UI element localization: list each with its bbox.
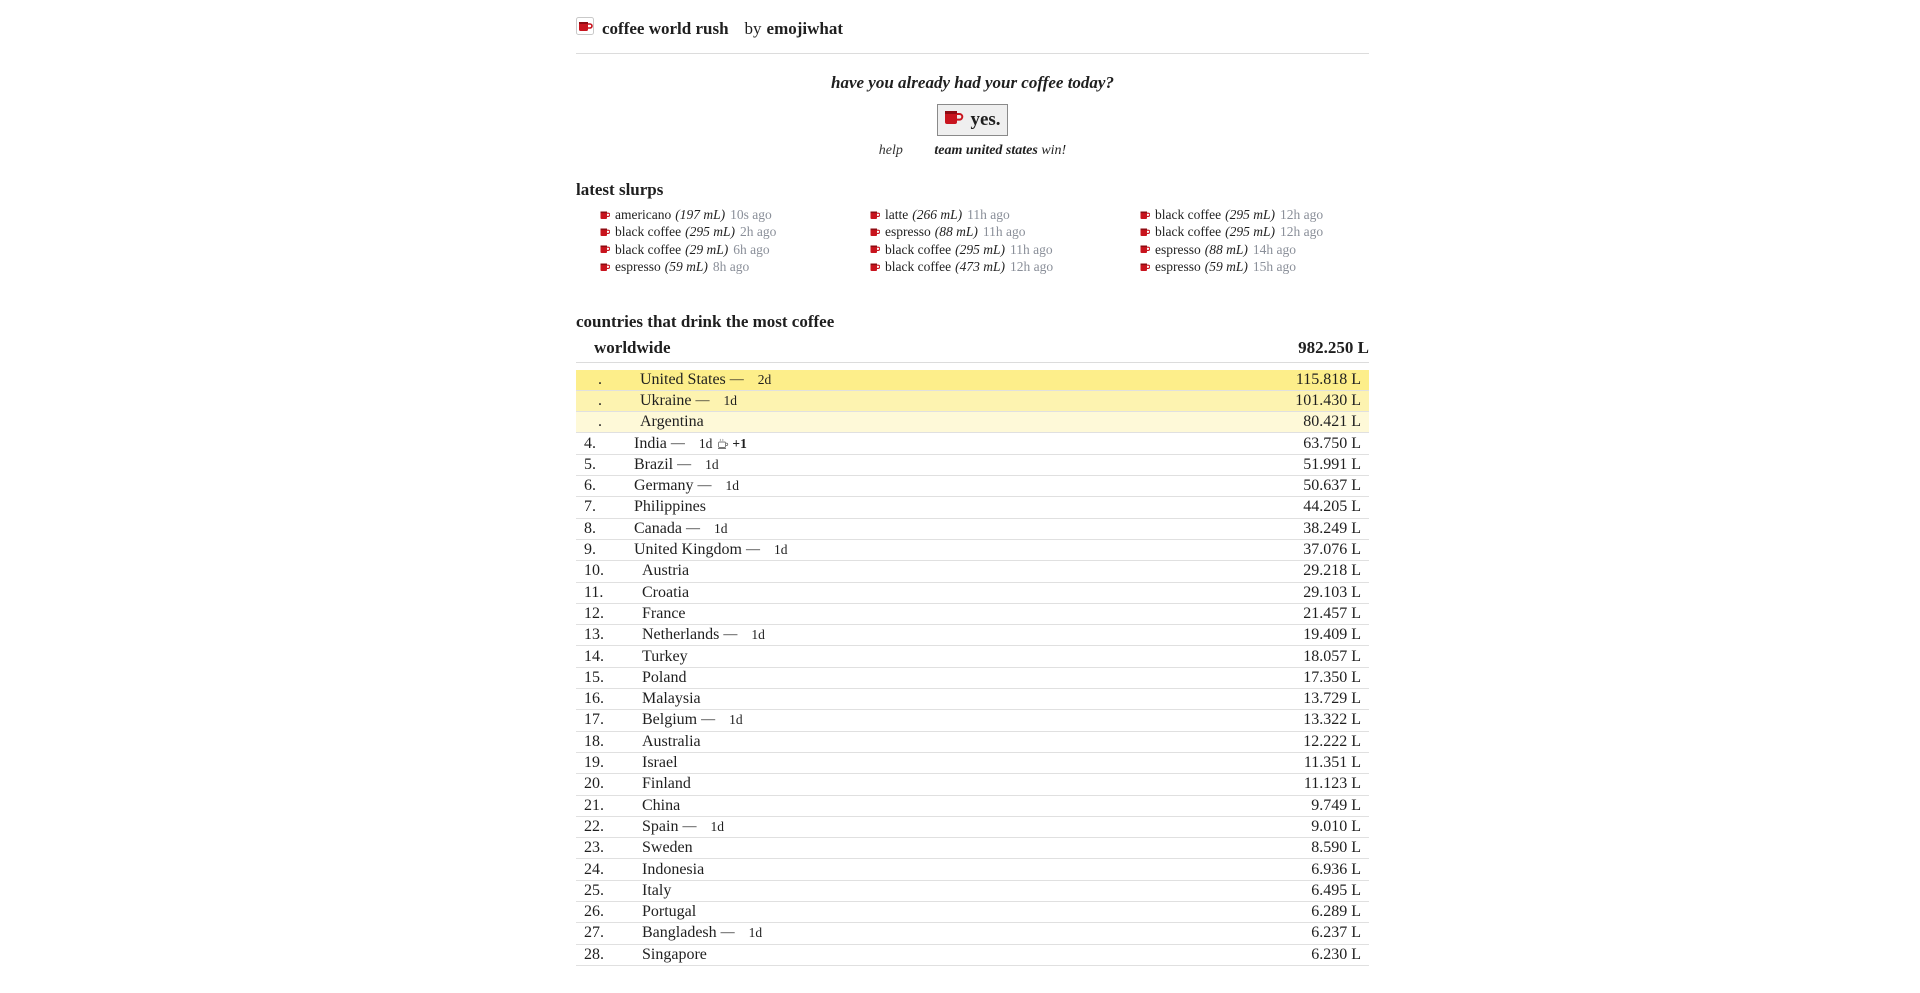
- streak-days: 1d: [713, 520, 728, 536]
- latest-slurps-list: [576, 206, 1369, 276]
- coffee-cup-icon: [870, 244, 880, 254]
- coffee-cup-icon: [1140, 227, 1150, 237]
- slurp-volume: (295 mL): [1225, 224, 1275, 240]
- country-name-wrap: [634, 498, 1249, 516]
- country-name-wrap: [634, 562, 1249, 580]
- country-liters: 18.057 L: [1303, 647, 1361, 665]
- country-row[interactable]: [576, 391, 1369, 412]
- country-row[interactable]: [576, 412, 1369, 433]
- country-liters: 17.350 L: [1303, 668, 1361, 686]
- country-row[interactable]: [576, 583, 1369, 604]
- streak-dash: —: [720, 925, 735, 941]
- country-row[interactable]: [576, 838, 1369, 859]
- streak-days: 1d: [710, 818, 724, 834]
- country-liters: 38.249 L: [1303, 519, 1361, 537]
- slurp-volume: (59 mL): [1204, 259, 1248, 275]
- site-header: [576, 0, 1369, 54]
- slurp-item: [600, 223, 870, 240]
- country-name: Germany: [634, 477, 694, 495]
- streak-days: 1d: [723, 393, 738, 408]
- slurp-column: [600, 206, 870, 276]
- country-liters: 13.729 L: [1303, 690, 1361, 708]
- country-name: Italy: [642, 881, 672, 899]
- country-name: Austria: [642, 562, 690, 580]
- coffee-cup-icon: [870, 210, 880, 220]
- country-rank: 28.: [584, 945, 604, 963]
- country-liters: 6.495 L: [1311, 881, 1361, 899]
- slurp-item: [600, 241, 870, 258]
- country-row[interactable]: [576, 881, 1369, 902]
- country-liters: 6.289 L: [1311, 903, 1361, 921]
- country-liters: 13.322 L: [1303, 711, 1361, 729]
- coffee-cup-icon: [1140, 262, 1150, 272]
- coffee-cup-icon: [1140, 244, 1150, 254]
- slurp-column: [870, 206, 1140, 276]
- coffee-cup-icon: [600, 244, 610, 254]
- coffee-cup-icon: [600, 262, 610, 272]
- country-name: Canada: [634, 519, 682, 537]
- country-name-wrap: [634, 435, 1249, 453]
- streak-dash: —: [723, 627, 738, 643]
- country-name: France: [642, 604, 686, 622]
- streak-dash: —: [682, 818, 697, 834]
- country-name-wrap: [634, 520, 1249, 538]
- country-liters: 11.123 L: [1303, 775, 1361, 793]
- country-name-wrap: [634, 584, 1249, 602]
- country-rank: 20.: [584, 775, 604, 793]
- slurp-drink: espresso: [1155, 259, 1201, 275]
- slurp-item: [870, 206, 1140, 223]
- country-row[interactable]: [576, 817, 1369, 838]
- slurp-drink: americano: [615, 207, 672, 222]
- country-rank: 19.: [584, 754, 604, 772]
- country-rank: 27.: [584, 924, 604, 942]
- slurp-drink: black coffee: [1155, 207, 1222, 222]
- slurp-item: [1140, 258, 1380, 275]
- country-name: India: [634, 434, 667, 452]
- country-rank: 26.: [584, 903, 604, 921]
- slurp-drink: black coffee: [885, 259, 952, 275]
- country-name-wrap: [634, 690, 1249, 708]
- slurp-drink: black coffee: [615, 241, 682, 257]
- country-liters: 51.991 L: [1303, 455, 1361, 473]
- country-liters: 11.351 L: [1303, 754, 1361, 772]
- slurp-time: 15h ago: [1252, 259, 1296, 275]
- country-name: Israel: [642, 754, 678, 772]
- streak-dash: —: [677, 456, 692, 472]
- country-name: Netherlands: [642, 626, 720, 644]
- country-name-wrap: [634, 924, 1249, 942]
- streak-days: 1d: [729, 712, 743, 728]
- slurp-item: [870, 241, 1140, 258]
- streak-dash: —: [695, 393, 710, 408]
- country-name: Australia: [642, 732, 701, 750]
- country-name: China: [642, 796, 681, 814]
- hot-beverage-icon: [717, 438, 729, 450]
- country-name-wrap: [634, 477, 1249, 495]
- country-row[interactable]: [576, 923, 1369, 944]
- team-name: team united states: [934, 143, 1038, 158]
- worldwide-total: 982.250 L: [1298, 337, 1369, 357]
- country-liters: 37.076 L: [1303, 541, 1361, 559]
- streak-dash: —: [670, 435, 685, 451]
- country-rank: 11.: [584, 583, 604, 601]
- country-name: Turkey: [642, 647, 688, 665]
- country-name-wrap: [634, 669, 1249, 687]
- country-liters: 9.749 L: [1311, 796, 1361, 814]
- coffee-cup-icon: [870, 262, 880, 272]
- country-rank: 13.: [584, 626, 604, 644]
- slurp-item: [870, 258, 1140, 275]
- country-row[interactable]: [576, 370, 1369, 391]
- country-row[interactable]: [576, 497, 1369, 518]
- country-name: Malaysia: [642, 690, 701, 708]
- country-liters: 29.103 L: [1303, 583, 1361, 601]
- streak-days: 1d: [698, 435, 713, 451]
- slurp-time: 12h ago: [1279, 224, 1324, 240]
- rank-change: +1: [732, 435, 747, 451]
- country-liters: 21.457 L: [1303, 604, 1361, 622]
- country-row[interactable]: [576, 455, 1369, 476]
- country-rank: 18.: [584, 732, 604, 750]
- slurp-time: 11h ago: [967, 207, 1010, 222]
- country-row[interactable]: [576, 859, 1369, 880]
- country-name: United States: [640, 370, 726, 388]
- yes-button[interactable]: [937, 104, 1007, 136]
- coffee-cup-icon: [944, 108, 964, 132]
- country-rank: 7.: [584, 498, 596, 516]
- country-name: Poland: [642, 668, 687, 686]
- countries-title: countries that drink the most coffee: [576, 311, 835, 331]
- country-name-wrap: [634, 648, 1249, 666]
- slurp-volume: (88 mL): [1204, 241, 1248, 257]
- country-name-wrap: [634, 605, 1249, 623]
- streak-days: 1d: [725, 478, 740, 494]
- site-title[interactable]: coffee world rush: [602, 18, 729, 38]
- slurp-time: 11h ago: [1009, 241, 1053, 257]
- country-name-wrap: [634, 903, 1249, 921]
- country-row[interactable]: [576, 604, 1369, 625]
- slurp-drink: espresso: [615, 259, 661, 275]
- worldwide-label: worldwide: [594, 337, 671, 357]
- slurp-time: 6h ago: [733, 241, 770, 257]
- slurp-time: 12h ago: [1279, 207, 1324, 222]
- country-liters: 19.409 L: [1303, 626, 1361, 644]
- latest-slurps-title: latest slurps: [576, 180, 664, 199]
- country-name-wrap: [634, 626, 1249, 644]
- country-row[interactable]: [576, 646, 1369, 667]
- country-liters: 6.230 L: [1311, 945, 1361, 963]
- country-name-wrap: [634, 711, 1249, 729]
- country-rank: 23.: [584, 839, 604, 857]
- country-name-wrap: [640, 371, 1249, 389]
- country-liters: 101.430 L: [1295, 392, 1361, 409]
- streak-days: 1d: [705, 456, 719, 472]
- country-liters: 6.936 L: [1311, 860, 1361, 878]
- country-name: Finland: [642, 775, 691, 793]
- country-liters: 80.421 L: [1303, 413, 1361, 431]
- country-row[interactable]: [576, 774, 1369, 795]
- slurp-item: [1140, 223, 1380, 240]
- country-liters: 44.205 L: [1303, 498, 1361, 516]
- streak-dash: —: [685, 520, 700, 536]
- slurp-time: 12h ago: [1009, 259, 1054, 275]
- country-row[interactable]: [576, 796, 1369, 817]
- country-name: Ukraine: [640, 392, 692, 409]
- country-rank: 4.: [584, 434, 596, 452]
- country-name-wrap: [634, 456, 1249, 474]
- country-liters: 8.590 L: [1311, 839, 1361, 857]
- slurp-volume: (295 mL): [685, 224, 735, 240]
- streak-dash: —: [697, 478, 712, 494]
- country-name-wrap: [634, 839, 1249, 857]
- country-row[interactable]: [576, 540, 1369, 561]
- slurp-volume: (59 mL): [664, 259, 708, 275]
- country-row[interactable]: [576, 753, 1369, 774]
- streak-dash: —: [729, 371, 744, 387]
- streak-days: 2d: [757, 371, 772, 387]
- slurp-volume: (88 mL): [934, 224, 978, 240]
- slurp-volume: (295 mL): [1225, 207, 1275, 222]
- country-rank: 5.: [584, 455, 596, 473]
- win-label: win!: [1041, 143, 1067, 158]
- by-label: by: [744, 18, 762, 38]
- country-row[interactable]: [576, 945, 1369, 966]
- country-name-wrap: [634, 733, 1249, 751]
- slurp-drink: latte: [885, 207, 909, 222]
- country-rank: 10.: [584, 562, 604, 580]
- streak-days: 1d: [748, 925, 763, 941]
- author-link[interactable]: emojiwhat: [766, 18, 844, 38]
- country-name: Indonesia: [642, 860, 705, 878]
- coffee-cup-icon: [1140, 210, 1150, 220]
- streak-dash: —: [746, 542, 760, 558]
- country-rank: 17.: [584, 711, 604, 729]
- slurp-time: 11h ago: [982, 224, 1026, 240]
- country-liters: 12.222 L: [1303, 732, 1361, 750]
- slurp-item: [600, 258, 870, 275]
- streak-days: 1d: [751, 627, 765, 643]
- country-name: Singapore: [642, 945, 707, 963]
- country-row[interactable]: [576, 732, 1369, 753]
- country-rank: 21.: [584, 796, 604, 814]
- country-name-wrap: [634, 818, 1249, 836]
- yes-label: yes.: [970, 109, 1001, 130]
- country-name: Bangladesh: [642, 924, 717, 942]
- country-row[interactable]: [576, 625, 1369, 646]
- coffee-cup-icon: [870, 227, 880, 237]
- streak-days: 1d: [774, 542, 788, 558]
- country-liters: 63.750 L: [1303, 434, 1361, 452]
- country-liters: 50.637 L: [1303, 477, 1361, 495]
- team-win-text: [934, 143, 1066, 158]
- country-name: Sweden: [642, 839, 693, 857]
- country-rank: 6.: [584, 477, 596, 495]
- slurp-drink: black coffee: [1155, 224, 1222, 240]
- country-rank: 24.: [584, 860, 604, 878]
- slurp-column: [1140, 206, 1380, 276]
- slurp-time: 8h ago: [712, 259, 750, 275]
- coffee-cup-icon: [600, 210, 610, 220]
- country-row[interactable]: [576, 476, 1369, 497]
- country-name-wrap: [634, 861, 1249, 879]
- country-row[interactable]: [576, 689, 1369, 710]
- country-name: Spain: [642, 817, 679, 835]
- help-row: [576, 142, 1369, 160]
- slurp-item: [1140, 241, 1380, 258]
- country-liters: 9.010 L: [1311, 817, 1361, 835]
- streak-dash: —: [701, 712, 716, 728]
- country-ranking-table: [576, 370, 1369, 966]
- country-row[interactable]: [576, 710, 1369, 731]
- slurp-time: 14h ago: [1252, 241, 1296, 257]
- country-row[interactable]: [576, 668, 1369, 689]
- coffee-cup-icon: [600, 227, 610, 237]
- slurp-volume: (29 mL): [685, 241, 729, 257]
- country-name-wrap: [634, 775, 1249, 793]
- country-name: Croatia: [642, 583, 690, 601]
- country-name: Argentina: [640, 413, 704, 431]
- country-rank: 25.: [584, 881, 604, 899]
- country-name-wrap: [634, 797, 1249, 815]
- slurp-drink: espresso: [885, 224, 931, 240]
- country-liters: 6.237 L: [1311, 924, 1361, 942]
- country-name: Brazil: [634, 455, 674, 473]
- country-row[interactable]: [576, 433, 1369, 454]
- country-rank: 15.: [584, 668, 604, 686]
- coffee-cup-icon: [576, 17, 594, 40]
- slurp-volume: (295 mL): [955, 241, 1005, 257]
- slurp-time: 10s ago: [730, 207, 772, 222]
- country-row[interactable]: [576, 902, 1369, 923]
- help-link[interactable]: help: [878, 143, 903, 158]
- country-name-wrap: [634, 754, 1249, 772]
- country-rank: 9.: [584, 541, 596, 559]
- country-name: Philippines: [634, 498, 707, 516]
- country-row[interactable]: [576, 561, 1369, 582]
- country-name: Belgium: [642, 711, 698, 729]
- slurp-item: [1140, 206, 1380, 223]
- country-rank: 16.: [584, 690, 604, 708]
- country-row[interactable]: [576, 519, 1369, 540]
- page-container: [576, 0, 1369, 966]
- slurp-volume: (473 mL): [955, 259, 1005, 275]
- country-liters: 115.818 L: [1295, 370, 1361, 388]
- coffee-question: have you already had your coffee today?: [831, 73, 1114, 92]
- country-liters: 29.218 L: [1303, 562, 1361, 580]
- slurp-drink: black coffee: [615, 224, 682, 240]
- country-rank: .: [598, 392, 602, 409]
- slurp-item: [600, 206, 870, 223]
- slurp-volume: (197 mL): [675, 207, 726, 222]
- slurp-item: [870, 223, 1140, 240]
- country-name: United Kingdom: [634, 541, 742, 559]
- slurp-drink: espresso: [1155, 241, 1201, 257]
- country-name-wrap: [634, 541, 1249, 559]
- country-rank: 8.: [584, 519, 596, 537]
- yes-button-wrap: [576, 104, 1369, 136]
- country-rank: .: [598, 413, 602, 431]
- country-name-wrap: [634, 882, 1249, 900]
- country-rank: 14.: [584, 647, 604, 665]
- slurp-drink: black coffee: [885, 241, 952, 257]
- country-name: Portugal: [642, 903, 697, 921]
- country-rank: 22.: [584, 817, 604, 835]
- country-name-wrap: [640, 413, 1249, 431]
- country-name-wrap: [640, 392, 1249, 410]
- country-name-wrap: [634, 946, 1249, 964]
- country-rank: .: [598, 370, 602, 388]
- slurp-time: 2h ago: [739, 224, 777, 240]
- country-rank: 12.: [584, 604, 604, 622]
- slurp-volume: (266 mL): [912, 207, 963, 222]
- worldwide-row: [576, 334, 1369, 363]
